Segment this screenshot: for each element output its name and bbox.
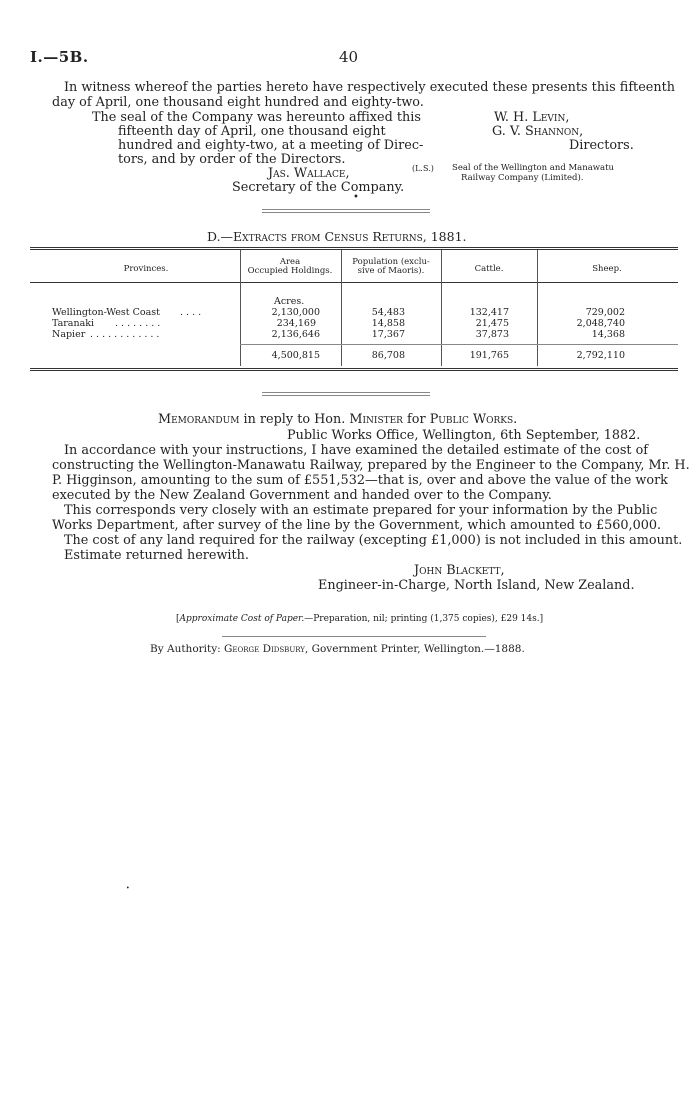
province-name: Napier: [52, 329, 86, 340]
printer-name: George Didsbury,: [224, 643, 309, 655]
area-value: 2,130,000: [271, 307, 320, 318]
bullet-mark: •: [353, 192, 359, 203]
area-value: 234,169: [276, 318, 316, 329]
authority-line: [150, 643, 525, 655]
memo-heading-word: Memorandum: [158, 412, 240, 427]
memo-heading-word: Public Works.: [429, 412, 518, 427]
secretary-name: Jas. Wallace,: [268, 166, 350, 181]
col-header-population-2: sive of Maoris).: [357, 266, 425, 276]
footer-rule: [222, 636, 486, 637]
section-divider: [262, 212, 430, 213]
area-value: 2,136,646: [271, 329, 320, 340]
seal-line-4: tors, and by order of the Directors.: [118, 152, 346, 167]
memo-line: executed by the New Zealand Government and handed over to the Company.: [52, 488, 552, 503]
total-population: 86,708: [371, 350, 405, 361]
cost-note: [Approximate Cost of Paper.—Preparation, nil; printing (1,375 copies), £29 14s.]: [176, 614, 544, 624]
leader-dots: . . . . . . . .: [115, 318, 161, 329]
province-name: Taranaki: [52, 318, 95, 329]
province-name: Wellington-West Coast: [52, 307, 160, 318]
memo-signer: John Blackett,: [414, 563, 505, 578]
unit-label: Acres.: [274, 296, 305, 307]
census-title: D.—Extracts from Census Returns, 1881.: [207, 229, 467, 244]
col-header-population-1: Population (exclu-: [352, 257, 430, 267]
col-header-area-2: Occupied Holdings.: [247, 266, 333, 276]
memo-line: In accordance with your instructions, I have examined the detailed estimate of the cost of: [64, 443, 649, 458]
section-divider: [262, 209, 430, 210]
table-bottom-rule: [30, 368, 678, 369]
speck-mark: •: [126, 885, 130, 892]
memo-signer-title: Engineer-in-Charge, North Island, New Zealand.: [318, 578, 635, 593]
director-shannon: G. V. Shannon,: [492, 124, 584, 139]
memo-heading: [158, 412, 517, 427]
witness-line-2: day of April, one thousand eight hundred and eighty-two.: [52, 95, 424, 110]
authority-prefix: By Authority:: [150, 643, 221, 655]
memo-heading-word: Minister: [349, 412, 403, 427]
sheep-value: 14,368: [591, 329, 625, 340]
authority-suffix: Government Printer, Wellington.—1888.: [311, 643, 525, 655]
witness-line-1: In witness whereof the parties hereto have respectively executed these presents this fifteenth: [64, 80, 675, 95]
cost-note-text: —Preparation, nil; printing (1,375 copies), £29 14s.: [304, 614, 540, 624]
seal-caption-2: Railway Company (Limited).: [461, 173, 584, 183]
memo-heading-text: for: [407, 412, 426, 427]
memo-line: Estimate returned herewith.: [64, 548, 249, 563]
directors-title: Directors.: [569, 138, 634, 153]
memo-line: The cost of any land required for the railway (excepting £1,000) is not included in this amount.: [64, 533, 683, 548]
sheep-value: 729,002: [585, 307, 625, 318]
seal-caption-1: Seal of the Wellington and Manawatu: [452, 163, 615, 173]
total-sheep: 2,792,110: [576, 350, 625, 361]
col-header-cattle: Cattle.: [474, 264, 504, 274]
memo-line: constructing the Wellington-Manawatu Railway, prepared by the Engineer to the Company, Mr. H.: [52, 458, 690, 473]
memo-line: This corresponds very closely with an estimate prepared for your information by the Public: [64, 503, 658, 518]
population-value: 54,483: [371, 307, 405, 318]
population-value: 14,858: [371, 318, 405, 329]
col-header-provinces: Provinces.: [123, 264, 169, 274]
leader-dots: . . . . . . . . . . . .: [90, 329, 160, 340]
section-divider: [262, 395, 430, 396]
memo-office-line: Public Works Office, Wellington, 6th September, 1882.: [287, 428, 641, 443]
section-divider: [262, 392, 430, 393]
seal-line-3: hundred and eighty-two, at a meeting of Direc-: [118, 138, 424, 153]
memo-heading-text: in reply to Hon.: [243, 412, 346, 427]
table-top-rule: [30, 247, 678, 248]
memo-line: P. Higginson, amounting to the sum of £551,532—that is, over and above the value of the work: [52, 473, 668, 488]
totals-rule: [240, 344, 678, 345]
cost-note-italic: Approximate Cost of Paper.: [179, 614, 305, 624]
header-rule: [30, 282, 678, 283]
table-bottom-rule: [30, 370, 678, 371]
cattle-value: 37,873: [475, 329, 509, 340]
table-top-rule: [30, 249, 678, 250]
page-series-label: I.—5B.: [30, 48, 89, 66]
seal-line-2: fifteenth day of April, one thousand eight: [118, 124, 386, 139]
ls-mark: (L.S.): [412, 164, 434, 173]
population-value: 17,367: [371, 329, 405, 340]
leader-dots: . . . .: [180, 307, 202, 318]
total-area: 4,500,815: [271, 350, 320, 361]
sheep-value: 2,048,740: [576, 318, 625, 329]
cattle-value: 21,475: [475, 318, 509, 329]
seal-line-1: The seal of the Company was hereunto affixed this: [92, 110, 421, 125]
col-header-sheep: Sheep.: [592, 264, 622, 274]
total-cattle: 191,765: [469, 350, 509, 361]
page-number: 40: [339, 48, 359, 66]
col-header-area-1: Area: [279, 257, 301, 267]
memo-line: Works Department, after survey of the line by the Government, which amounted to £560,000.: [52, 518, 662, 533]
secretary-title: Secretary of the Company.: [232, 180, 405, 195]
director-levin: W. H. Levin,: [494, 110, 570, 125]
cattle-value: 132,417: [469, 307, 509, 318]
